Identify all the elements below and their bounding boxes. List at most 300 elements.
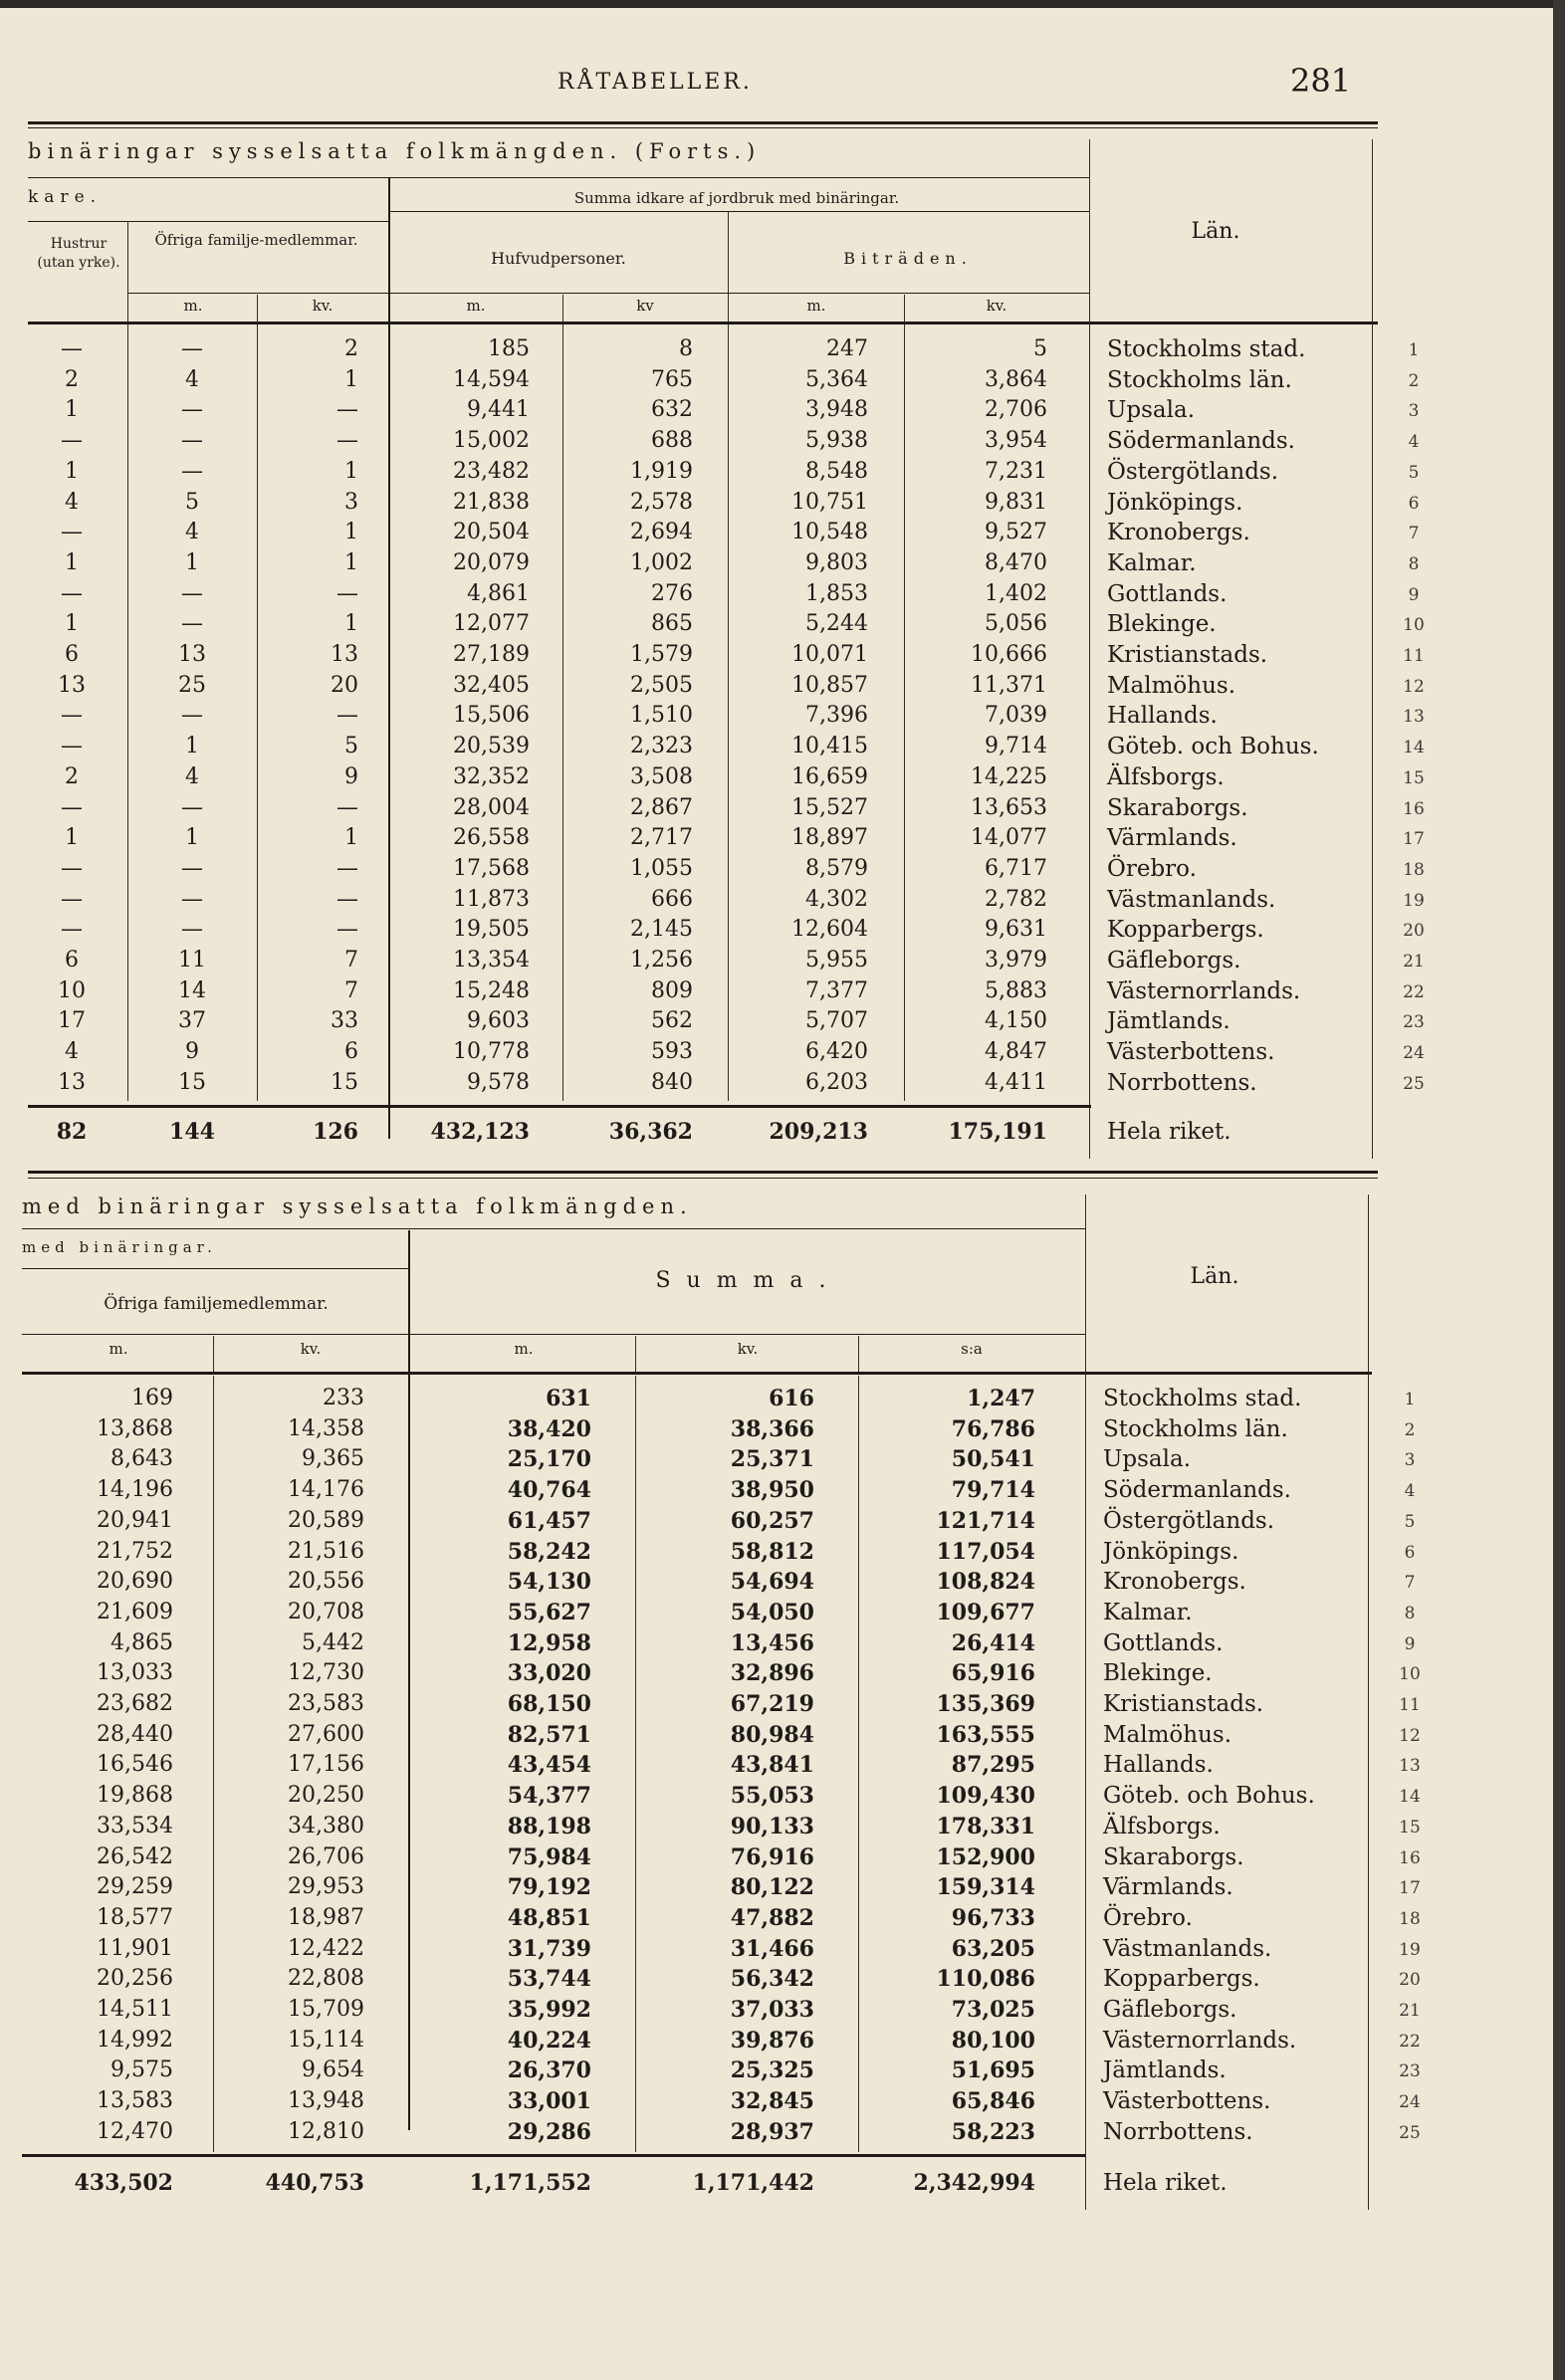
value-cell: 15,709 [288, 1997, 364, 2022]
value-cell: 3,979 [985, 948, 1047, 973]
row-number: 14 [1399, 1787, 1421, 1807]
value-cell: 28,004 [453, 795, 530, 820]
value-cell: 63,205 [951, 1936, 1035, 1962]
lan-cell: Hallands. [1103, 1752, 1214, 1778]
value-cell: 54,050 [730, 1600, 814, 1625]
value-cell: 20,556 [288, 1569, 364, 1594]
value-cell: 1,256 [630, 948, 693, 973]
value-cell: 1 [344, 367, 358, 392]
value-cell: 10,857 [791, 673, 868, 698]
lan-cell: Kristianstads. [1103, 1691, 1264, 1717]
value-cell: 27,189 [453, 642, 530, 667]
row-number: 7 [1404, 1573, 1416, 1593]
value-cell: 1,579 [630, 642, 693, 667]
value-cell: 9,603 [467, 1008, 530, 1033]
value-cell: 20,690 [97, 1569, 173, 1594]
value-cell: 80,984 [730, 1722, 814, 1748]
value-cell: 1 [344, 550, 358, 575]
value-cell: 9,714 [985, 734, 1047, 758]
value-cell: 13,868 [97, 1416, 173, 1441]
value-cell: 37,033 [730, 1997, 814, 2023]
col-lan: Län. [1190, 1264, 1239, 1289]
col-hustrur: Hustrur (utan yrke). [37, 236, 120, 271]
total-value: 36,362 [608, 1119, 693, 1145]
value-cell: 1,002 [630, 550, 693, 575]
value-cell: 765 [651, 367, 693, 392]
value-cell: 6,420 [805, 1039, 868, 1064]
value-cell: 10,415 [791, 734, 868, 758]
value-cell: 1 [344, 611, 358, 636]
value-cell: 11 [178, 948, 206, 973]
value-cell: 34,380 [288, 1814, 364, 1839]
value-cell: 7 [344, 948, 358, 973]
lan-cell: Gäfleborgs. [1107, 948, 1241, 974]
row-number: 3 [1404, 1450, 1416, 1470]
table-2-group-label: med binäringar. [22, 1238, 217, 1256]
value-cell: 15,248 [453, 978, 530, 1003]
value-cell: 68,150 [507, 1691, 591, 1717]
value-cell: 276 [651, 581, 693, 606]
value-cell: 14,992 [97, 2028, 173, 2053]
value-cell: 4 [65, 490, 79, 515]
lan-cell: Kalmar. [1107, 550, 1197, 576]
lan-cell: Västerbottens. [1107, 1039, 1275, 1065]
lan-cell: Östergötlands. [1107, 459, 1279, 485]
value-cell: — [336, 581, 358, 606]
value-cell: 5,364 [805, 367, 868, 392]
row-number: 8 [1408, 554, 1420, 574]
sub-kv: kv. [300, 1340, 322, 1358]
row-number: 1 [1404, 1390, 1416, 1409]
value-cell: 82,571 [507, 1722, 591, 1748]
value-cell: 688 [651, 428, 693, 453]
value-cell: 14,196 [97, 1477, 173, 1502]
lan-cell: Västernorrlands. [1103, 2028, 1297, 2054]
value-cell: 33,020 [507, 1660, 591, 1686]
value-cell: — [181, 336, 203, 361]
value-cell: 12,958 [507, 1630, 591, 1656]
lan-cell: Södermanlands. [1107, 428, 1295, 454]
row-number: 25 [1403, 1074, 1425, 1094]
value-cell: 110,086 [936, 1966, 1035, 1992]
value-cell: 169 [131, 1386, 173, 1410]
value-cell: 14,358 [288, 1416, 364, 1441]
value-cell: 1 [185, 550, 199, 575]
value-cell: 25,371 [730, 1446, 814, 1472]
lan-cell: Skaraborgs. [1107, 795, 1248, 821]
value-cell: 4,865 [111, 1630, 173, 1655]
value-cell: 79,714 [951, 1477, 1035, 1503]
value-cell: 616 [769, 1386, 814, 1411]
value-cell: 152,900 [936, 1844, 1035, 1870]
total-value: 440,753 [265, 2170, 364, 2196]
col-bitraden: Biträden. [843, 249, 973, 268]
value-cell: 60,257 [730, 1508, 814, 1534]
value-cell: 1,510 [630, 703, 693, 728]
row-number: 5 [1408, 463, 1420, 483]
table-1-group-label: kare. [28, 187, 103, 207]
value-cell: 2 [344, 336, 358, 361]
value-cell: 18,987 [288, 1905, 364, 1930]
value-cell: 7,231 [985, 459, 1047, 484]
value-cell: — [181, 856, 203, 881]
value-cell: 163,555 [936, 1722, 1035, 1748]
row-number: 11 [1399, 1695, 1421, 1715]
value-cell: 1,853 [805, 581, 868, 606]
value-cell: 5 [344, 734, 358, 758]
value-cell: 1,055 [630, 856, 693, 881]
value-cell: — [61, 703, 83, 728]
sub-m: m. [183, 297, 203, 315]
value-cell: 10,778 [453, 1039, 530, 1064]
row-number: 14 [1403, 738, 1425, 757]
row-number: 3 [1408, 401, 1420, 421]
row-number: 15 [1399, 1818, 1421, 1838]
value-cell: 96,733 [951, 1905, 1035, 1931]
value-cell: 15,527 [791, 795, 868, 820]
value-cell: 5,244 [805, 611, 868, 636]
value-cell: 4,861 [467, 581, 530, 606]
value-cell: 18,577 [97, 1905, 173, 1930]
value-cell: 10,071 [791, 642, 868, 667]
row-number: 13 [1403, 707, 1425, 727]
value-cell: 108,824 [936, 1569, 1035, 1595]
value-cell: — [181, 397, 203, 422]
row-number: 15 [1403, 768, 1425, 788]
row-number: 10 [1403, 615, 1425, 635]
sub-m: m. [109, 1340, 128, 1358]
value-cell: 23,583 [288, 1691, 364, 1716]
value-cell: 865 [651, 611, 693, 636]
value-cell: 666 [651, 887, 693, 912]
value-cell: 20,941 [97, 1508, 173, 1533]
value-cell: 2 [65, 367, 79, 392]
value-cell: 13,354 [453, 948, 530, 973]
lan-cell: Västmanlands. [1107, 887, 1276, 913]
lan-cell: Värmlands. [1107, 825, 1237, 851]
total-value: 82 [56, 1119, 88, 1145]
lan-cell: Norrbottens. [1103, 2119, 1253, 2145]
lan-cell: Örebro. [1107, 856, 1197, 882]
value-cell: 631 [546, 1386, 591, 1411]
lan-cell: Gottlands. [1107, 581, 1228, 607]
value-cell: 32,845 [730, 2088, 814, 2114]
value-cell: 33,001 [507, 2088, 591, 2114]
row-number: 19 [1403, 891, 1425, 911]
value-cell: 29,259 [97, 1874, 173, 1899]
lan-cell: Kronobergs. [1107, 520, 1250, 545]
value-cell: 19,505 [453, 917, 530, 942]
value-cell: 8,579 [805, 856, 868, 881]
value-cell: 87,295 [951, 1752, 1035, 1778]
value-cell: 1 [344, 825, 358, 850]
lan-cell: Hallands. [1107, 703, 1218, 729]
value-cell: 40,764 [507, 1477, 591, 1503]
row-number: 22 [1399, 2032, 1421, 2052]
value-cell: 38,420 [507, 1416, 591, 1442]
value-cell: 38,950 [730, 1477, 814, 1503]
value-cell: — [336, 795, 358, 820]
row-number: 5 [1404, 1512, 1416, 1532]
row-number: 13 [1399, 1756, 1421, 1776]
row-number: 25 [1399, 2123, 1421, 2143]
value-cell: 21,838 [453, 490, 530, 515]
value-cell: 1 [65, 397, 79, 422]
row-number: 20 [1399, 1970, 1421, 1990]
value-cell: 121,714 [936, 1508, 1035, 1534]
scan-right-edge [1553, 0, 1565, 2380]
value-cell: 10,548 [791, 520, 868, 544]
value-cell: — [181, 428, 203, 453]
value-cell: 22,808 [288, 1966, 364, 1991]
value-cell: 58,242 [507, 1539, 591, 1565]
sub-m: m. [514, 1340, 534, 1358]
value-cell: 26,542 [97, 1844, 173, 1869]
lan-cell: Upsala. [1107, 397, 1196, 423]
value-cell: 1 [344, 459, 358, 484]
value-cell: 14 [178, 978, 206, 1003]
value-cell: 2,867 [630, 795, 693, 820]
value-cell: — [336, 703, 358, 728]
value-cell: 117,054 [936, 1539, 1035, 1565]
value-cell: 12,470 [97, 2119, 173, 2144]
total-value: 126 [313, 1119, 358, 1145]
table-1-title: binäringar sysselsatta folkmängden. (Forts.) [28, 139, 762, 163]
value-cell: — [336, 917, 358, 942]
table-2-title: med binäringar sysselsatta folkmängden. [22, 1194, 693, 1218]
value-cell: 3,954 [985, 428, 1047, 453]
row-number: 17 [1399, 1878, 1421, 1898]
value-cell: — [181, 703, 203, 728]
value-cell: 21,516 [288, 1539, 364, 1564]
sub-kv: kv. [737, 1340, 759, 1358]
value-cell: 12,077 [453, 611, 530, 636]
lan-cell: Kopparbergs. [1107, 917, 1264, 943]
value-cell: 14,077 [971, 825, 1047, 850]
row-number: 24 [1403, 1043, 1425, 1063]
row-number: 17 [1403, 829, 1425, 849]
value-cell: 178,331 [936, 1814, 1035, 1839]
value-cell: 18,897 [791, 825, 868, 850]
value-cell: 50,541 [951, 1446, 1035, 1472]
row-number: 2 [1408, 371, 1420, 391]
lan-cell: Stockholms län. [1103, 1416, 1288, 1442]
value-cell: 9,654 [302, 2057, 364, 2082]
value-cell: — [61, 887, 83, 912]
value-cell: 8,548 [805, 459, 868, 484]
lan-cell: Blekinge. [1103, 1660, 1213, 1686]
value-cell: — [181, 459, 203, 484]
row-number: 1 [1408, 340, 1420, 360]
lan-cell: Jönköpings. [1107, 490, 1243, 516]
row-number: 7 [1408, 524, 1420, 543]
value-cell: 159,314 [936, 1874, 1035, 1900]
value-cell: 43,841 [730, 1752, 814, 1778]
value-cell: 11,901 [97, 1936, 173, 1961]
value-cell: 35,992 [507, 1997, 591, 2023]
lan-cell: Jämtlands. [1103, 2057, 1227, 2083]
value-cell: 9,441 [467, 397, 530, 422]
value-cell: 2,578 [630, 490, 693, 515]
scan-top-edge [0, 0, 1565, 8]
value-cell: 65,846 [951, 2088, 1035, 2114]
value-cell: 14,225 [971, 764, 1047, 789]
row-number: 16 [1399, 1848, 1421, 1868]
value-cell: 23,682 [97, 1691, 173, 1716]
lan-cell: Kristianstads. [1107, 642, 1268, 668]
lan-cell: Älfsborgs. [1103, 1814, 1221, 1839]
value-cell: 7 [344, 978, 358, 1003]
value-cell: — [181, 795, 203, 820]
row-number: 4 [1408, 432, 1420, 452]
row-number: 8 [1404, 1604, 1416, 1623]
value-cell: 79,192 [507, 1874, 591, 1900]
value-cell: 5,442 [302, 1630, 364, 1655]
value-cell: 6 [344, 1039, 358, 1064]
value-cell: 80,122 [730, 1874, 814, 1900]
value-cell: — [61, 428, 83, 453]
value-cell: 15,506 [453, 703, 530, 728]
value-cell: 51,695 [951, 2057, 1035, 2083]
value-cell: 13 [58, 1070, 86, 1095]
lan-cell: Västmanlands. [1103, 1936, 1272, 1962]
value-cell: 58,223 [951, 2119, 1035, 2145]
value-cell: 6 [65, 948, 79, 973]
lan-cell: Stockholms län. [1107, 367, 1292, 393]
value-cell: 9 [185, 1039, 199, 1064]
value-cell: 5,955 [805, 948, 868, 973]
value-cell: 13 [331, 642, 358, 667]
value-cell: 12,730 [288, 1660, 364, 1685]
value-cell: 1 [65, 825, 79, 850]
value-cell: 31,466 [730, 1936, 814, 1962]
lan-cell: Älfsborgs. [1107, 764, 1225, 790]
value-cell: 5 [1033, 336, 1047, 361]
value-cell: 38,366 [730, 1416, 814, 1442]
lan-cell: Malmöhus. [1107, 673, 1236, 699]
row-number: 18 [1403, 860, 1425, 880]
value-cell: 4 [185, 367, 199, 392]
row-number: 18 [1399, 1909, 1421, 1929]
value-cell: 56,342 [730, 1966, 814, 1992]
value-cell: 28,440 [97, 1722, 173, 1747]
row-number: 6 [1408, 494, 1420, 514]
value-cell: 55,053 [730, 1783, 814, 1809]
value-cell: 16,546 [97, 1752, 173, 1777]
value-cell: 109,430 [936, 1783, 1035, 1809]
value-cell: 12,422 [288, 1936, 364, 1961]
value-cell: 13,033 [97, 1660, 173, 1685]
value-cell: — [61, 581, 83, 606]
value-cell: 9,803 [805, 550, 868, 575]
value-cell: 54,130 [507, 1569, 591, 1595]
value-cell: 55,627 [507, 1600, 591, 1625]
row-number: 23 [1399, 2061, 1421, 2081]
value-cell: 6,717 [985, 856, 1047, 881]
row-number: 9 [1404, 1634, 1416, 1654]
value-cell: 20,250 [288, 1783, 364, 1808]
col-lan: Län. [1191, 219, 1240, 244]
value-cell: 3,864 [985, 367, 1047, 392]
total-value: 144 [169, 1119, 215, 1145]
value-cell: 2,706 [985, 397, 1047, 422]
value-cell: — [336, 428, 358, 453]
row-number: 23 [1403, 1012, 1425, 1032]
value-cell: 43,454 [507, 1752, 591, 1778]
value-cell: 7,039 [985, 703, 1047, 728]
value-cell: — [181, 611, 203, 636]
page-number: 281 [1290, 62, 1352, 100]
value-cell: 809 [651, 978, 693, 1003]
value-cell: 17 [58, 1008, 86, 1033]
value-cell: 65,916 [951, 1660, 1035, 1686]
value-cell: — [181, 887, 203, 912]
row-number: 9 [1408, 585, 1420, 605]
lan-cell: Stockholms stad. [1107, 336, 1306, 362]
value-cell: 39,876 [730, 2028, 814, 2054]
value-cell: 80,100 [951, 2028, 1035, 2054]
value-cell: 1,402 [985, 581, 1047, 606]
value-cell: — [61, 734, 83, 758]
value-cell: 1,247 [967, 1386, 1035, 1411]
lan-cell: Örebro. [1103, 1905, 1193, 1931]
value-cell: 2,782 [985, 887, 1047, 912]
value-cell: 9,631 [985, 917, 1047, 942]
lan-cell: Malmöhus. [1103, 1722, 1232, 1748]
value-cell: 2,145 [630, 917, 693, 942]
value-cell: 9,575 [111, 2057, 173, 2082]
value-cell: 8 [679, 336, 693, 361]
value-cell: 25 [178, 673, 206, 698]
value-cell: 73,025 [951, 1997, 1035, 2023]
value-cell: 5,883 [985, 978, 1047, 1003]
value-cell: 26,558 [453, 825, 530, 850]
value-cell: 75,984 [507, 1844, 591, 1870]
value-cell: 5,056 [985, 611, 1047, 636]
value-cell: 10,666 [971, 642, 1047, 667]
value-cell: 25,325 [730, 2057, 814, 2083]
col-ovriga: Öfriga familje-medlemmar. [154, 231, 358, 249]
total-value: 175,191 [948, 1119, 1047, 1145]
row-number: 11 [1403, 646, 1425, 666]
value-cell: 11,371 [971, 673, 1047, 698]
value-cell: 13 [58, 673, 86, 698]
total-label: Hela riket. [1103, 2170, 1228, 2196]
row-number: 12 [1399, 1726, 1421, 1746]
lan-cell: Norrbottens. [1107, 1070, 1257, 1096]
value-cell: 593 [651, 1039, 693, 1064]
sub-kv: kv. [312, 297, 334, 315]
col-ovriga-familjemedlemmar: Öfriga familjemedlemmar. [104, 1294, 329, 1314]
value-cell: 23,482 [453, 459, 530, 484]
value-cell: 13,456 [730, 1630, 814, 1656]
lan-cell: Kronobergs. [1103, 1569, 1246, 1595]
value-cell: — [336, 397, 358, 422]
value-cell: 17,568 [453, 856, 530, 881]
lan-cell: Västernorrlands. [1107, 978, 1301, 1004]
value-cell: 2,505 [630, 673, 693, 698]
lan-cell: Jämtlands. [1107, 1008, 1230, 1034]
value-cell: 53,744 [507, 1966, 591, 1992]
lan-cell: Kalmar. [1103, 1600, 1193, 1625]
value-cell: 20 [331, 673, 358, 698]
value-cell: — [181, 581, 203, 606]
value-cell: 31,739 [507, 1936, 591, 1962]
value-cell: 76,786 [951, 1416, 1035, 1442]
value-cell: 54,694 [730, 1569, 814, 1595]
value-cell: 76,916 [730, 1844, 814, 1870]
lan-cell: Värmlands. [1103, 1874, 1233, 1900]
